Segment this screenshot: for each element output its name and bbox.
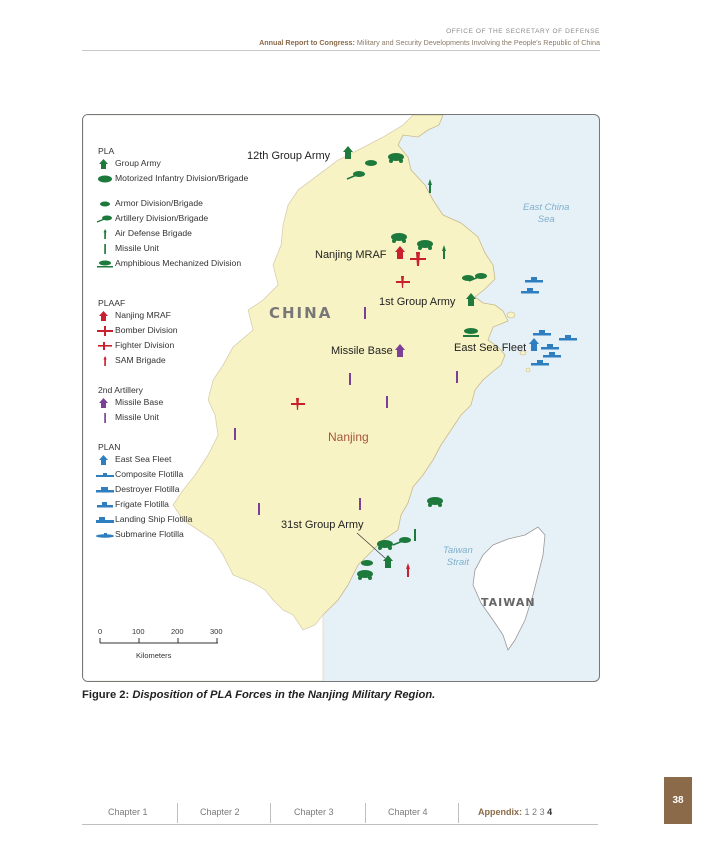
frigate-flotilla-icon	[96, 500, 115, 510]
report-header	[259, 38, 600, 47]
footer-separator	[365, 803, 366, 823]
landing-ship-icon	[96, 515, 115, 525]
legend-item: Armor Division/Brigade	[96, 199, 248, 214]
legend-pla-title: PLA	[98, 146, 115, 156]
pla-artillery	[393, 537, 411, 545]
nav-appendix	[478, 807, 552, 817]
plan-flotilla	[543, 352, 561, 358]
label-nanjing-mraf: Nanjing MRAF	[315, 249, 387, 261]
group-army-icon	[96, 159, 115, 169]
taiwan-strait-label: Taiwan Strait	[443, 545, 473, 568]
plan-flotilla	[521, 288, 539, 294]
legend-item: Submarine Flotilla	[96, 530, 248, 545]
motorized-infantry-icon	[96, 174, 115, 184]
pla-missile-unit	[414, 529, 416, 541]
artillery-missile-unit	[359, 498, 361, 510]
artillery-missile-unit	[258, 503, 260, 515]
fleet-icon	[96, 455, 115, 465]
sam-icon	[96, 356, 115, 366]
label-31st-group-army: 31st Group Army	[281, 519, 364, 531]
appendix-page-current[interactable]: 4	[547, 807, 553, 817]
legend-item: Missile Unit	[96, 244, 248, 259]
scale-tick-100: 100	[132, 627, 145, 636]
taiwan-island	[473, 527, 545, 650]
missile-unit-icon	[96, 244, 115, 254]
appendix-label: Appendix:	[478, 807, 522, 817]
report-title-rest: Military and Security Developments Involving the People's Republic of China	[356, 38, 600, 47]
china-label: CHINA	[269, 304, 333, 322]
footer-separator	[177, 803, 178, 823]
caption-text: Disposition of PLA Forces in the Nanjing Military Region.	[132, 689, 436, 701]
footer-separator	[270, 803, 271, 823]
mraf-icon	[96, 311, 115, 321]
fighter-icon	[96, 341, 115, 351]
pla-motorized-infantry	[427, 497, 443, 507]
nanjing-region-label: Nanjing	[328, 430, 369, 444]
appendix-page-3[interactable]: 3	[539, 807, 545, 817]
plan-flotilla	[541, 344, 559, 350]
missile-unit-icon	[96, 413, 115, 423]
nav-chapter-2[interactable]: Chapter 2	[200, 807, 240, 817]
nav-chapter-1[interactable]: Chapter 1	[108, 807, 148, 817]
air-defense-icon	[96, 229, 115, 239]
legend-plan	[96, 442, 248, 545]
caption-prefix: Figure 2:	[82, 689, 130, 701]
footer-rule	[82, 824, 598, 825]
scale-tick-300: 300	[210, 627, 223, 636]
map-legend	[96, 146, 248, 559]
plan-flotilla	[559, 335, 577, 341]
legend-item: East Sea Fleet	[96, 455, 248, 470]
destroyer-flotilla-icon	[96, 485, 115, 495]
submarine-icon	[96, 530, 115, 540]
legend-plaaf	[96, 298, 248, 371]
coastal-island	[507, 312, 515, 318]
legend-item: Missile Unit	[96, 413, 248, 428]
scale-unit: Kilometers	[136, 651, 172, 660]
legend-item: Destroyer Flotilla	[96, 485, 248, 500]
plaaf-sam-brigade	[406, 563, 410, 577]
pla-armor	[365, 160, 377, 166]
nav-chapter-3[interactable]: Chapter 3	[294, 807, 334, 817]
plan-flotilla	[525, 277, 543, 283]
legend-item: Amphibious Mechanized Division	[96, 259, 248, 284]
armor-icon	[96, 199, 115, 209]
appendix-page-2[interactable]: 2	[532, 807, 538, 817]
legend-item: Nanjing MRAF	[96, 311, 248, 326]
east-china-sea-label: East China Sea	[523, 202, 570, 225]
pla-group-army-31	[383, 555, 393, 568]
footer-nav	[82, 803, 598, 825]
artillery-missile-unit	[349, 373, 351, 385]
office-header: OFFICE OF THE SECRETARY OF DEFENSE	[446, 28, 600, 35]
legend-item: Frigate Flotilla	[96, 500, 248, 515]
label-12th-group-army: 12th Group Army	[247, 150, 331, 162]
pla-motorized-infantry	[357, 570, 373, 580]
legend-2nd-artillery	[96, 385, 248, 428]
pla-motorized-infantry	[377, 540, 393, 550]
legend-artillery-title: 2nd Artillery	[98, 385, 143, 395]
footer-separator	[458, 803, 459, 823]
legend-item: Group Army	[96, 159, 248, 174]
label-missile-base: Missile Base	[331, 345, 393, 357]
composite-flotilla-icon	[96, 470, 115, 480]
legend-item: Landing Ship Flotilla	[96, 515, 248, 530]
page-number: 38	[664, 777, 692, 824]
pla-armor	[361, 560, 373, 566]
amphibious-icon	[96, 259, 115, 269]
legend-item: Composite Flotilla	[96, 470, 248, 485]
figure-caption	[82, 689, 435, 701]
missile-base-icon	[96, 398, 115, 408]
legend-item: Motorized Infantry Division/Brigade	[96, 174, 248, 199]
taiwan-label: TAIWAN	[481, 596, 536, 609]
artillery-missile-unit	[364, 307, 366, 319]
legend-plaaf-title: PLAAF	[98, 298, 126, 308]
bomber-icon	[96, 326, 115, 336]
plan-east-sea-fleet	[529, 338, 539, 351]
pla-air-defense-brigade	[428, 179, 432, 193]
pla-amphibious-division	[463, 328, 479, 337]
artillery-icon	[96, 214, 115, 224]
legend-item: Artillery Division/Brigade	[96, 214, 248, 229]
plan-flotilla	[531, 360, 549, 366]
plan-flotilla	[533, 330, 551, 336]
scale-tick-200: 200	[171, 627, 184, 636]
artillery-missile-unit	[386, 396, 388, 408]
nav-chapter-4[interactable]: Chapter 4	[388, 807, 428, 817]
legend-item: SAM Brigade	[96, 356, 248, 371]
label-1st-group-army: 1st Group Army	[379, 296, 456, 308]
artillery-missile-unit	[456, 371, 458, 383]
scale-tick-0: 0	[98, 627, 103, 636]
coastal-island	[526, 368, 530, 372]
report-title-bold: Annual Report to Congress:	[259, 38, 355, 47]
legend-item: Bomber Division	[96, 326, 248, 341]
legend-item: Missile Base	[96, 398, 248, 413]
scale-bar	[98, 627, 228, 661]
legend-item: Air Defense Brigade	[96, 229, 248, 244]
appendix-page-1[interactable]: 1	[524, 807, 530, 817]
legend-plan-title: PLAN	[98, 442, 121, 452]
legend-item: Fighter Division	[96, 341, 248, 356]
label-east-sea-fleet: East Sea Fleet	[454, 342, 527, 354]
header-rule	[82, 50, 600, 51]
legend-pla	[96, 146, 248, 284]
